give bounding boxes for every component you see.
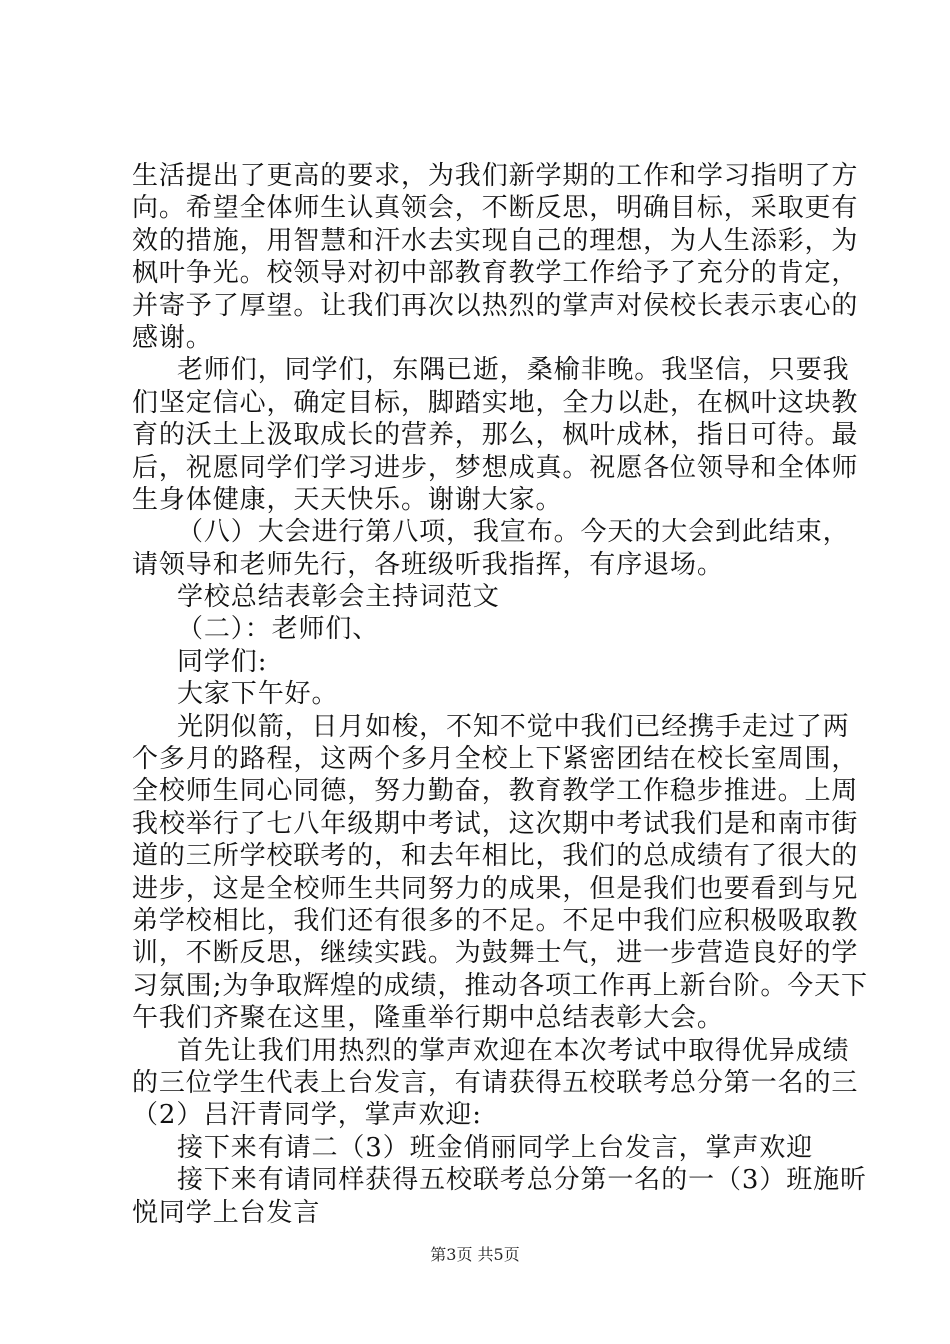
paragraph-start-line: 老师们，同学们，东隅已逝，桑榆非晚。我坚信，只要我 (177, 355, 850, 386)
text-line: 进步，这是全校师生共同努力的成果，但是我们也要看到与兄 (132, 873, 859, 904)
text-line: 枫叶争光。校领导对初中部教育教学工作给予了充分的肯定， (132, 258, 859, 289)
text-line: 效的措施，用智慧和汗水去实现自己的理想，为人生添彩，为 (132, 225, 859, 256)
text-line: 午我们齐聚在这里，隆重举行期中总结表彰大会。 (132, 1003, 724, 1034)
text-line: 习氛围;为争取辉煌的成绩，推动各项工作再上新台阶。今天下 (132, 970, 868, 1001)
paragraph-start-line: 接下来有请同样获得五校联考总分第一名的一（3）班施昕 (177, 1165, 867, 1196)
text-line: 个多月的路程，这两个多月全校上下紧密团结在校长室周围， (132, 744, 859, 775)
paragraph-start-line: 同学们: (177, 646, 268, 677)
text-line: 感谢。 (132, 322, 213, 353)
text-line: 全校师生同心同德，努力勤奋，教育教学工作稳步推进。上周 (132, 776, 859, 807)
text-line: 们坚定信心，确定目标，脚踏实地，全力以赴，在枫叶这块教 (132, 387, 859, 418)
text-line: （2）吕汗青同学，掌声欢迎: (132, 1100, 482, 1131)
document-body (132, 160, 868, 1229)
text-line: 生活提出了更高的要求，为我们新学期的工作和学习指明了方 (132, 161, 859, 191)
text-line: 训，不断反思，继续实践。为鼓舞士气，进一步营造良好的学 (132, 938, 859, 969)
paragraph-start-line: （八）大会进行第八项，我宣布。今天的大会到此结束， (177, 517, 850, 548)
paragraph-start-line: 首先让我们用热烈的掌声欢迎在本次考试中取得优异成绩 (177, 1035, 850, 1066)
text-line: 请领导和老师先行，各班级听我指挥，有序退场。 (132, 549, 724, 580)
paragraph-start-line: 接下来有请二（3）班金俏丽同学上台发言，掌声欢迎 (177, 1132, 814, 1163)
text-line: 道的三所学校联考的，和去年相比，我们的总成绩有了很大的 (132, 841, 859, 872)
paragraph-start-line: （二）：老师们、 (177, 614, 380, 645)
paragraph-start-line: 光阴似箭，日月如梭，不知不觉中我们已经携手走过了两 (177, 711, 850, 742)
section-title: 学校总结表彰会主持词范文 (177, 582, 500, 613)
text-line: 向。希望全体师生认真领会，不断反思，明确目标，采取更有 (132, 193, 859, 224)
text-line: 我校举行了七八年级期中考试，这次期中考试我们是和南市街 (132, 808, 859, 839)
text-line: 后，祝愿同学们学习进步，梦想成真。祝愿各位领导和全体师 (132, 452, 859, 483)
text-line: 育的沃土上汲取成长的营养，那么，枫叶成林，指日可待。最 (132, 420, 859, 451)
text-line: 生身体健康，天天快乐。谢谢大家。 (132, 484, 563, 515)
paragraph-start-line: 大家下午好。 (177, 679, 339, 710)
page-number-footer: 第3页 共5页 (430, 1245, 520, 1264)
text-line: 弟学校相比，我们还有很多的不足。不足中我们应积极吸取教 (132, 905, 859, 936)
text-line: 悦同学上台发言 (132, 1197, 321, 1228)
text-line: 并寄予了厚望。让我们再次以热烈的掌声对侯校长表示衷心的 (132, 290, 859, 321)
text-line: 的三位学生代表上台发言，有请获得五校联考总分第一名的三 (132, 1067, 859, 1098)
